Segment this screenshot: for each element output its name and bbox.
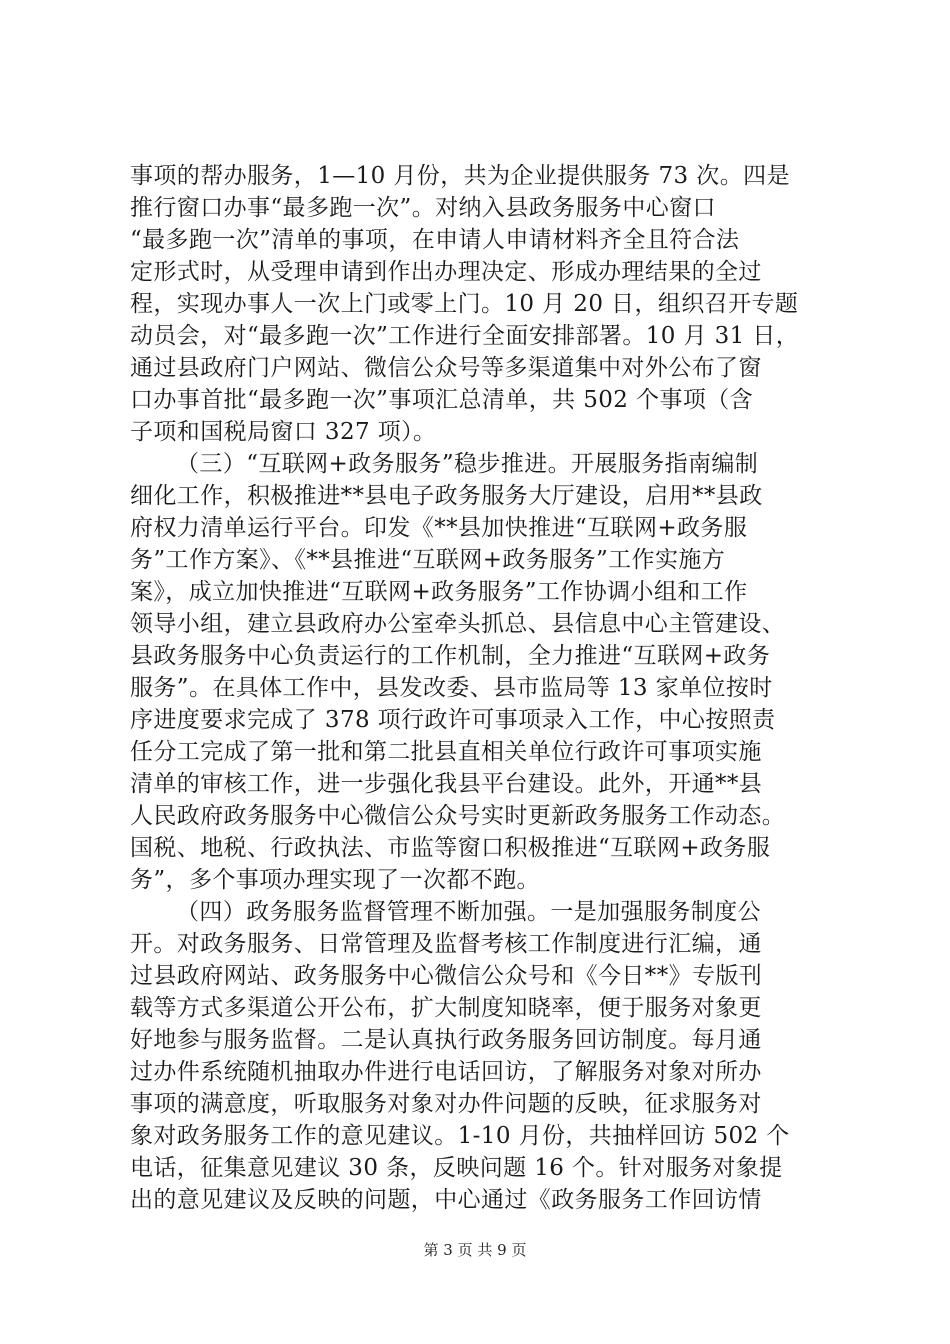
body-line: 载等方式多渠道公开公布，扩大制度知晓率，便于服务对象更 — [130, 995, 762, 1021]
body-line: 电话，征集意见建议 30 条，反映问题 16 个。针对服务对象提 — [130, 1155, 783, 1181]
body-line: 通过县政府门户网站、微信公众号等多渠道集中对外公布了窗 — [130, 355, 762, 381]
body-line: 出的意见建议及反映的问题，中心通过《政务服务工作回访情 — [130, 1187, 762, 1213]
section-heading-line: （三）“互联网+政务服务”稳步推进。开展服务指南编制 — [176, 451, 759, 477]
body-line: 府权力清单运行平台。印发《**县加快推进“互联网+政务服 — [130, 515, 748, 541]
body-line: 口办事首批“最多跑一次”事项汇总清单，共 502 个事项（含 — [130, 387, 754, 413]
body-line: 象对政务服务工作的意见建议。1-10 月份，共抽样回访 502 个 — [130, 1123, 790, 1149]
body-line: 务”，多个事项办理实现了一次都不跑。 — [130, 867, 540, 893]
body-line: 务”工作方案》、《**县推进“互联网+政务服务”工作实施方 — [130, 547, 726, 573]
body-line: 定形式时，从受理申请到作出办理决定、形成办理结果的全过 — [130, 259, 762, 285]
body-line: 过县政府网站、政务服务中心微信公众号和《今日**》专版刊 — [130, 963, 763, 989]
body-line: 任分工完成了第一批和第二批县直相关单位行政许可事项实施 — [130, 739, 762, 765]
body-line: 细化工作，积极推进**县电子政务服务大厅建设，启用**县政 — [130, 483, 763, 509]
body-line: 动员会，对“最多跑一次”工作进行全面安排部署。10 月 31 日， — [130, 323, 800, 349]
body-line: 序进度要求完成了 378 项行政许可事项录入工作，中心按照责 — [130, 707, 776, 733]
body-line: 国税、地税、行政执法、市监等窗口积极推进“互联网+政务服 — [130, 835, 771, 861]
body-text — [130, 160, 830, 1216]
body-line: 过办件系统随机抽取办件进行电话回访，了解服务对象对所办 — [130, 1059, 762, 1085]
body-line: 人民政府政务服务中心微信公众号实时更新政务服务工作动态。 — [130, 803, 786, 829]
body-line: “最多跑一次”清单的事项，在申请人申请材料齐全且符合法 — [130, 227, 740, 253]
body-line: 推行窗口办事“最多跑一次”。对纳入县政务服务中心窗口 — [130, 195, 716, 221]
body-line: 服务”。在具体工作中，县发改委、县市监局等 13 家单位按时 — [130, 675, 773, 701]
body-line: 领导小组，建立县政府办公室牵头抓总、县信息中心主管建设、 — [130, 611, 786, 637]
body-line: 程，实现办事人一次上门或零上门。10 月 20 日，组织召开专题 — [130, 291, 799, 317]
body-line: 子项和国税局窗口 327 项）。 — [130, 419, 437, 445]
body-line: 事项的帮办服务，1—10 月份，共为企业提供服务 73 次。四是 — [130, 163, 790, 189]
section-heading-line: （四）政务服务监督管理不断加强。一是加强服务制度公 — [176, 899, 761, 925]
page-number-footer: 第 3 页 共 9 页 — [423, 1241, 527, 1259]
body-line: 案》，成立加快推进“互联网+政务服务”工作协调小组和工作 — [130, 579, 748, 605]
body-line: 开。对政务服务、日常管理及监督考核工作制度进行汇编，通 — [130, 931, 762, 957]
body-line: 清单的审核工作，进一步强化我县平台建设。此外，开通**县 — [130, 771, 763, 797]
body-line: 县政务服务中心负责运行的工作机制，全力推进“互联网+政务 — [130, 643, 771, 669]
body-line: 好地参与服务监督。二是认真执行政务服务回访制度。每月通 — [130, 1027, 762, 1053]
body-line: 事项的满意度，听取服务对象对办件问题的反映，征求服务对 — [130, 1091, 762, 1117]
